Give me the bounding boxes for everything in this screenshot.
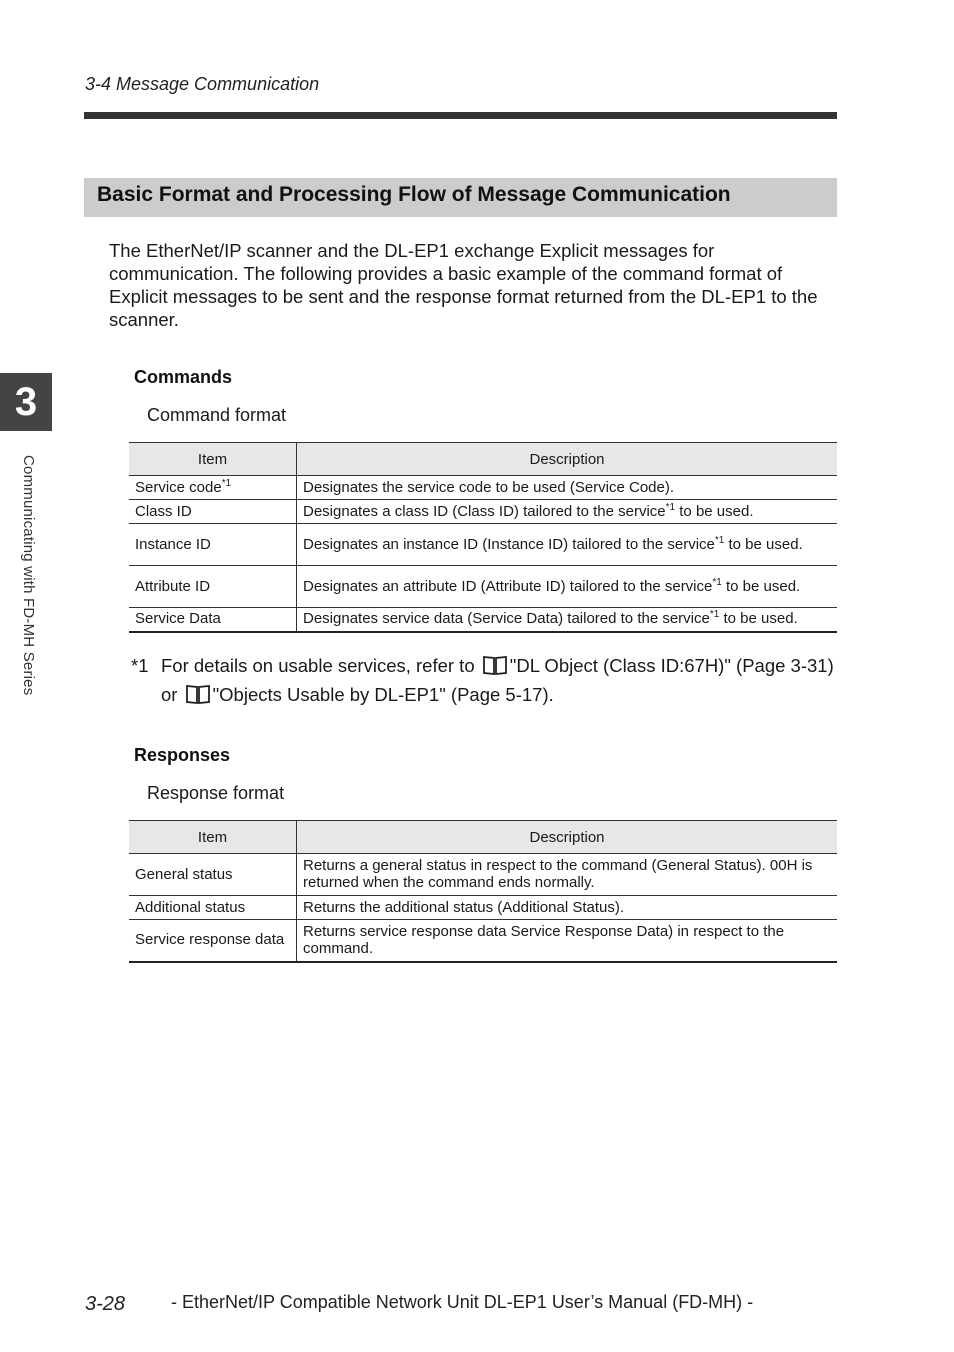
chapter-side-label: Communicating with FD-MH Series xyxy=(20,455,37,696)
command-format-label: Command format xyxy=(147,405,287,425)
response-format-table xyxy=(129,820,837,963)
row-description: Returns the additional status (Additional Status). xyxy=(297,896,838,920)
row-item: Additional status xyxy=(129,896,297,920)
row-description: Designates an attribute ID (Attribute ID) tailored to the service$^{*1}$ to be used. xyxy=(297,566,838,608)
chapter-tab: 3 xyxy=(0,373,52,431)
page-number: 3-28 xyxy=(85,1293,126,1315)
footnote-body xyxy=(161,651,841,709)
header-rule xyxy=(84,112,837,119)
column-header-item: Item xyxy=(129,443,297,476)
table-row xyxy=(129,608,837,632)
responses-heading: Responses xyxy=(134,745,231,765)
row-item: Service response data xyxy=(129,920,297,962)
book-icon xyxy=(482,654,508,676)
running-header: 3-4 Message Communication xyxy=(85,74,320,94)
row-description: Returns service response data Service Response Data) in respect to the command. xyxy=(297,920,838,962)
book-icon xyxy=(185,683,211,705)
column-header-description: Description xyxy=(297,821,838,854)
footer-manual-title: - EtherNet/IP Compatible Network Unit DL-EP1 User’s Manual (FD-MH) - xyxy=(171,1292,754,1312)
row-item: Class ID xyxy=(129,500,297,524)
table-header-row xyxy=(129,443,837,476)
footnote-text-or: or xyxy=(161,684,178,705)
table-row xyxy=(129,476,837,500)
footnote-mark: *1 xyxy=(131,655,149,676)
row-item: Instance ID xyxy=(129,524,297,566)
table-row xyxy=(129,920,837,962)
footnote-link-objects-usable[interactable]: "Objects Usable by DL-EP1" (Page 5-17). xyxy=(212,684,554,705)
table-row xyxy=(129,854,837,896)
column-header-description: Description xyxy=(297,443,838,476)
intro-text: The EtherNet/IP scanner and the DL-EP1 exchange Explicit messages for communication. The following provides a basic example of the command format of Explicit messages to be sent and the response format returned from the DL-EP1 to the scanner. xyxy=(109,240,818,330)
row-item: Service code$^{*1}$ xyxy=(129,476,297,500)
commands-heading: Commands xyxy=(134,367,233,387)
footnote xyxy=(131,651,841,709)
response-format-label: Response format xyxy=(147,783,285,803)
row-item: Service Data xyxy=(129,608,297,632)
table-row xyxy=(129,500,837,524)
footnote-text: For details on usable services, refer to xyxy=(161,655,475,676)
table-row xyxy=(129,524,837,566)
table-header-row xyxy=(129,821,837,854)
row-description: Returns a general status in respect to the command (General Status). 00H is returned when the command ends normally. xyxy=(297,854,838,896)
row-description: Designates an instance ID (Instance ID) tailored to the service$^{*1}$ to be used. xyxy=(297,524,838,566)
row-item: General status xyxy=(129,854,297,896)
row-item: Attribute ID xyxy=(129,566,297,608)
row-description: Designates service data (Service Data) tailored to the service$^{*1}$ to be used. xyxy=(297,608,838,632)
section-title: Basic Format and Processing Flow of Message Communication xyxy=(97,183,731,206)
table-row xyxy=(129,566,837,608)
row-description: Designates a class ID (Class ID) tailored to the service$^{*1}$ to be used. xyxy=(297,500,838,524)
intro-paragraph xyxy=(109,239,834,331)
table-row xyxy=(129,896,837,920)
row-description: Designates the service code to be used (Service Code). xyxy=(297,476,838,500)
command-format-table xyxy=(129,442,837,633)
column-header-item: Item xyxy=(129,821,297,854)
footnote-link-dl-object[interactable]: "DL Object (Class ID:67H)" (Page 3-31) xyxy=(509,655,834,676)
